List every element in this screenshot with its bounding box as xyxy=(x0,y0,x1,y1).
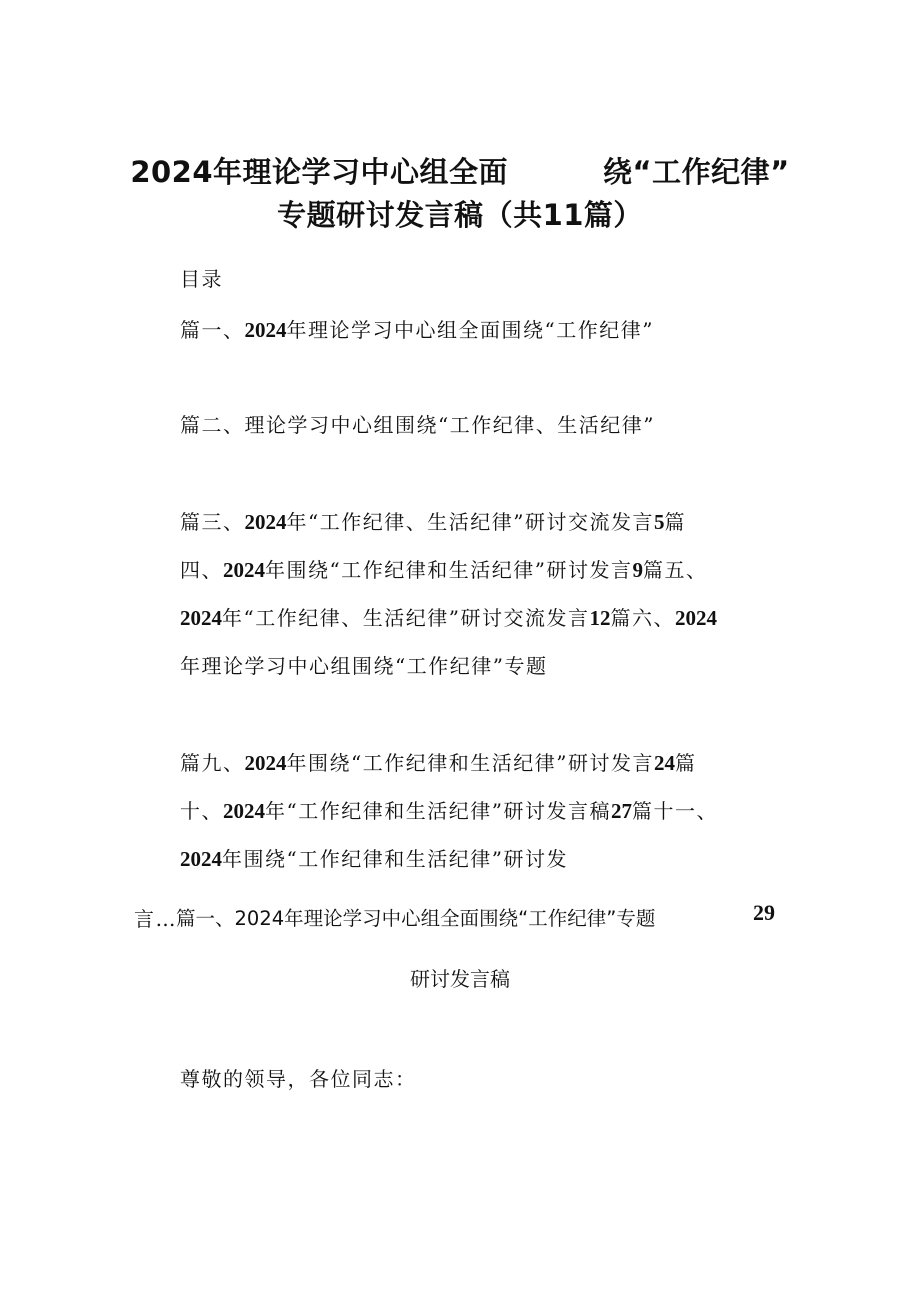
toc-entry-3 xyxy=(180,506,686,535)
toc-entry-11 xyxy=(180,843,568,872)
toc-entry-10 xyxy=(180,795,718,824)
section-heading: 篇一、2024年理论学习中心组全面围绕“工作纪律”专题 xyxy=(176,907,656,930)
toc-entry-6 xyxy=(180,650,547,679)
toc-text: 年围绕“工作纪律和生活纪律”研讨发 xyxy=(222,847,568,871)
section-subtitle: 研讨发言稿 xyxy=(410,967,510,991)
toc-page-number: 27 xyxy=(610,799,632,823)
toc-text: 篇 xyxy=(674,751,697,775)
toc-text: 年“工作纪律、生活纪律”研讨交流发言 xyxy=(222,606,590,630)
toc-text: 年“工作纪律、生活纪律”研讨交流发言 xyxy=(286,510,654,534)
toc-page-number: 24 xyxy=(653,751,675,775)
toc-text: 篇 xyxy=(664,510,686,534)
toc-entry-5 xyxy=(180,602,717,631)
toc-text: 年“工作纪律和生活纪律”研讨发言稿 xyxy=(265,799,611,823)
toc-text: 篇五、 xyxy=(642,558,708,582)
toc-text: 篇三、 xyxy=(180,510,245,534)
toc-number: 2024 xyxy=(674,606,717,630)
toc-text: 四、 xyxy=(180,558,223,582)
toc-last-page-number: 29 xyxy=(753,900,775,925)
toc-text: 篇一、 xyxy=(180,318,245,342)
document-title-line-2: 专题研讨发言稿（共11篇） xyxy=(277,198,643,232)
toc-text: 篇十一、 xyxy=(631,799,718,823)
toc-text: 篇二、理论学习中心组围绕“工作纪律、生活纪律” xyxy=(180,413,655,437)
toc-number: 2024 xyxy=(244,751,287,775)
toc-text: 年理论学习中心组全面围绕“工作纪律” xyxy=(286,318,654,342)
toc-number: 2024 xyxy=(244,510,287,534)
toc-number: 2024 xyxy=(244,318,287,342)
toc-text: 篇六、 xyxy=(610,606,675,630)
toc-number: 2024 xyxy=(223,799,265,823)
title-part-left: 2024年理论学习中心组全面 xyxy=(130,155,509,189)
document-title-line-1 xyxy=(0,150,920,191)
toc-entry-2 xyxy=(180,409,655,438)
toc-text: 十、 xyxy=(180,799,223,823)
toc-entry-4 xyxy=(180,554,707,583)
toc-text: 年围绕“工作纪律和生活纪律”研讨发言 xyxy=(286,751,654,775)
toc-entry-1 xyxy=(180,314,654,343)
toc-entry-9 xyxy=(180,747,696,776)
salutation: 尊敬的领导，各位同志： xyxy=(180,1067,417,1091)
toc-page-number: 12 xyxy=(589,606,611,630)
toc-number: 2024 xyxy=(180,847,222,871)
toc-number: 2024 xyxy=(223,558,265,582)
toc-heading: 目录 xyxy=(180,267,223,291)
toc-number: 2024 xyxy=(180,606,222,630)
toc-page-number: 5 xyxy=(653,510,665,534)
toc-text: 篇九、 xyxy=(180,751,245,775)
toc-text: 年理论学习中心组围绕“工作纪律”专题 xyxy=(180,654,548,678)
toc-last-prefix: 言… xyxy=(134,907,177,931)
title-part-right: 绕“工作纪律” xyxy=(603,155,790,189)
toc-text: 年围绕“工作纪律和生活纪律”研讨发言 xyxy=(265,558,633,582)
toc-page-number: 9 xyxy=(632,558,643,582)
